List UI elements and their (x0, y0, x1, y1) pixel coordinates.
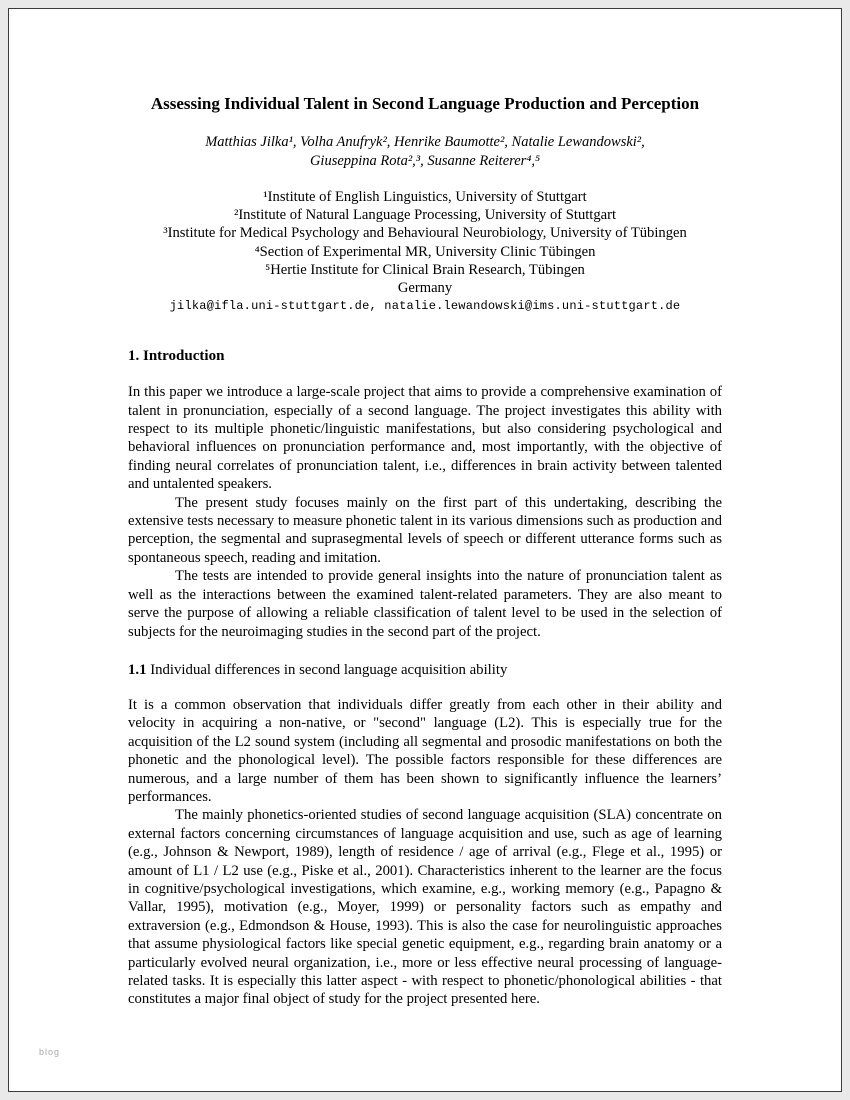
subsection-number: 1.1 (128, 661, 147, 678)
affiliation-country: Germany (397, 280, 453, 297)
subsection-paragraph-2: The mainly phonetics-oriented studies of second language acquisition (SLA) concentrate on external factors concerning circumstances of language acquisition and use, such as age of learning (e.g., Johnson & Newport, 1989), length of residence / age of arrival (e.g., Flege et al., 1995) or amount of L1 / L2 use (e.g., Piske et al., 2001). Characteristics inherent to the learner are the focus in cognitive/psychological investigations, which examine, e.g., working memory (e.g., Papagno & Vallar, 1995), motivation (e.g., Moyer, 1999) or personality factors such as empathy and extraversion (e.g., Edmondson & House, 1993). This is also the case for neurolinguistic approaches that assume physiological factors like special genetic equipment, e.g., regarding brain anatomy or a particularly evolved neural organization, i.e., more or less effective neural processing of language-related tasks. It is especially this latter aspect - with respect to phonetic/phonological abilities - that constitutes a major final object of study for the project presented here. (128, 807, 722, 1008)
author-emails: jilka@ifla.uni-stuttgart.de, natalie.lewandowski@ims.uni-stuttgart.de (169, 299, 681, 314)
affiliation-list (128, 188, 722, 297)
affiliation-line: ²Institute of Natural Language Processing, University of Stuttgart (233, 207, 617, 224)
subsection-paragraph-1: It is a common observation that individuals differ greatly from each other in their ability and velocity in acquiring a non-native, or "second" language (L2). This is especially true for the acquisition of the L2 sound system (including all segmental and prosodic manifestations on both the phonetic and the phonological level). The possible factors responsible for these differences are numerous, and a large number of them has been shown to significantly influence the learners’ performances. (128, 696, 722, 805)
author-line-1: Matthias Jilka¹, Volha Anufryk², Henrike Baumotte², Natalie Lewandowski², (205, 134, 645, 150)
paper-page (8, 8, 842, 1092)
intro-paragraph-3: The tests are intended to provide general insights into the nature of pronunciation talent as well as the interactions between the examined talent-related parameters. They are also meant to serve the purpose of allowing a reliable classification of talent level to be used in the selection of subjects for the neuroimaging studies in the second part of the project. (128, 568, 722, 640)
intro-paragraph-2: The present study focuses mainly on the first part of this undertaking, describing the extensive tests necessary to measure phonetic talent in its various dimensions such as production and perception, the segmental and suprasegmental levels of speech or different utterance forms such as spontaneous speech, reading and imitation. (128, 494, 722, 566)
author-list (128, 133, 722, 171)
affiliation-line: ¹Institute of English Linguistics, University of Stuttgart (263, 189, 587, 205)
affiliation-line: ⁴Section of Experimental MR, University Clinic Tübingen (254, 243, 596, 260)
paper-title: Assessing Individual Talent in Second Language Production and Perception (150, 94, 700, 113)
subsection-heading (128, 661, 722, 680)
watermark: blog (39, 1047, 61, 1057)
section-heading-introduction: 1. Introduction (128, 348, 225, 365)
affiliation-line: ³Institute for Medical Psychology and Behavioural Neurobiology, University of Tübingen (163, 225, 687, 242)
affiliation-line: ⁵Hertie Institute for Clinical Brain Research, Tübingen (265, 261, 585, 278)
author-line-2: Giuseppina Rota²,³, Susanne Reiterer⁴,⁵ (309, 153, 541, 169)
intro-paragraph-1: In this paper we introduce a large-scale project that aims to provide a comprehensive examination of talent in pronunciation, especially of a second language. The project investigates this ability with respect to its multiple phonetic/linguistic manifestations, but also considering psychological and behavioral influences on pronunciation performance and, most importantly, with the objective of finding neural correlates of pronunciation talent, i.e., differences in brain activity between talented and untalented speakers. (128, 384, 722, 493)
subsection-title: Individual differences in second language acquisition ability (146, 661, 508, 678)
